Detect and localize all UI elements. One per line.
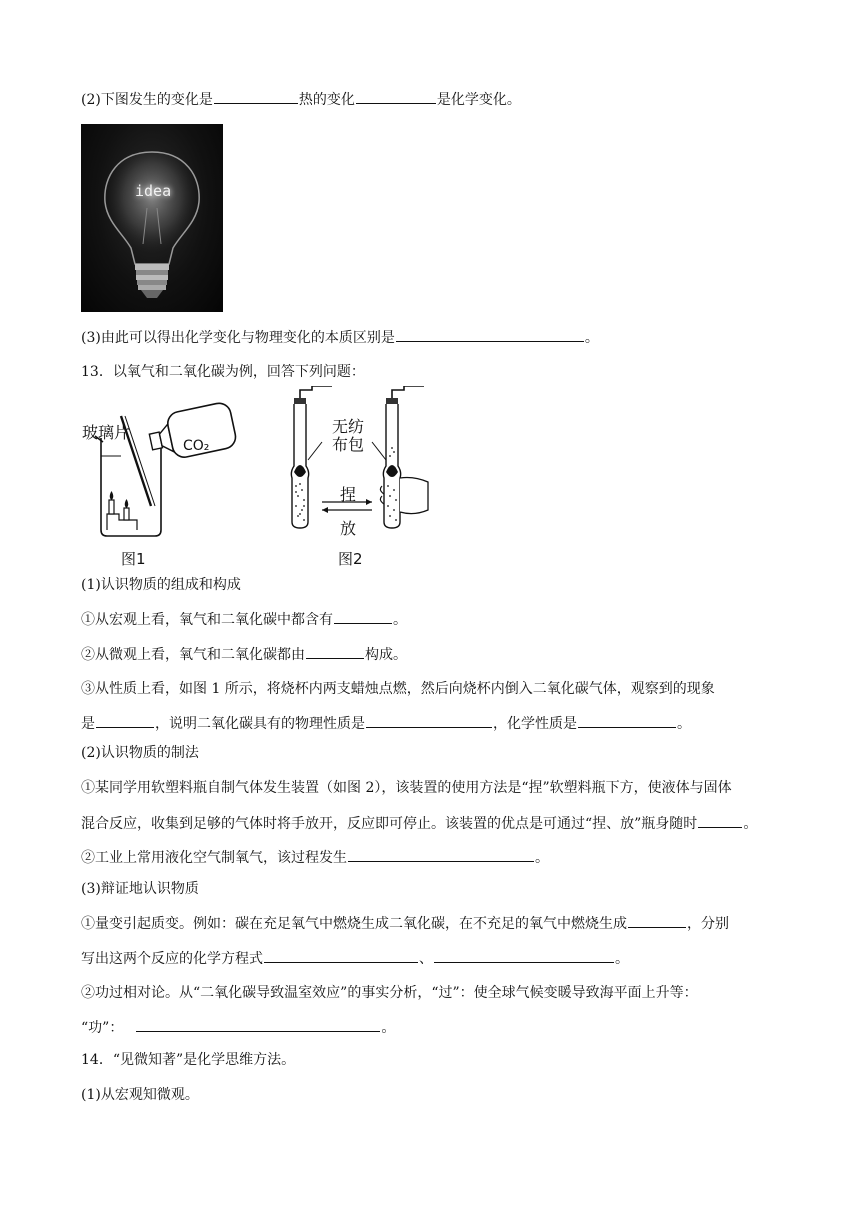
item-1a	[81, 609, 407, 630]
answer-blank[interactable]	[366, 713, 492, 728]
bulb-text: idea	[135, 182, 172, 200]
pinch-label: 捏	[340, 485, 357, 504]
figure-2	[282, 386, 442, 570]
text: 。	[381, 1020, 396, 1036]
text: (3)由此可以得出化学变化与物理变化的本质区别是	[81, 330, 395, 346]
answer-blank[interactable]	[698, 813, 742, 828]
item-3a-line1	[81, 913, 729, 934]
text: ，分别	[687, 916, 729, 932]
text: 。	[615, 951, 629, 967]
item-1b	[81, 644, 407, 665]
text: 。	[535, 850, 549, 866]
question-14-part-1: (1)从宏观知微观。	[81, 1087, 199, 1103]
text: 是	[81, 716, 95, 732]
text: ①量变引起质变。例如：碳在充足氧气中燃烧生成二氧化碳，在不充足的氧气中燃烧生成	[81, 916, 627, 932]
figure-1-caption: 图1	[121, 550, 146, 568]
section-2-heading: (2)认识物质的制法	[81, 745, 199, 761]
figure-2-caption: 图2	[338, 550, 363, 568]
item-2a-line1: ①某同学用软塑料瓶自制气体发生装置（如图 2），该装置的使用方法是“捏”软塑料瓶下方，使液体与固体	[81, 780, 732, 796]
answer-blank[interactable]	[578, 713, 676, 728]
text: ，说明二氧化碳具有的物理性质是	[155, 716, 365, 732]
item-2a-line2	[81, 813, 757, 834]
text: 热的变化	[298, 92, 355, 108]
section-3-heading: (3)辩证地认识物质	[81, 881, 199, 897]
section-1-heading: (1)认识物质的组成和构成	[81, 577, 241, 593]
text: 。	[743, 816, 758, 832]
co2-label: CO₂	[183, 438, 210, 454]
item-3b-line1: ②功过相对论。从“二氧化碳导致温室效应”的事实分析，“过”：使全球气候变暖导致海平面上升等：	[81, 985, 698, 1001]
text: 。	[393, 612, 407, 628]
glass-sheet-label: 玻璃片	[82, 423, 131, 442]
text: 写出这两个反应的化学方程式	[81, 951, 263, 967]
answer-blank[interactable]	[334, 609, 392, 624]
text: ②工业上常用液化空气制氧气，该过程发生	[81, 850, 347, 866]
bag-label-1: 无纺	[332, 417, 365, 436]
text: ，化学性质是	[493, 716, 577, 732]
question-13-heading: 13．以氧气和二氧化碳为例，回答下列问题：	[81, 364, 365, 380]
text: ①从宏观上看，氧气和二氧化碳中都含有	[81, 612, 333, 628]
answer-blank[interactable]	[356, 89, 436, 104]
item-2b	[81, 847, 549, 868]
text: “功”：	[81, 1020, 124, 1036]
text: 构成。	[365, 647, 407, 663]
figure-1	[81, 396, 241, 568]
item-1c-line2	[81, 713, 691, 734]
answer-blank[interactable]	[96, 713, 154, 728]
answer-blank[interactable]	[348, 847, 534, 862]
release-label: 放	[340, 519, 357, 538]
answer-blank[interactable]	[396, 327, 584, 342]
item-3b-line2	[81, 1017, 395, 1038]
answer-blank[interactable]	[306, 644, 364, 659]
item-1c-line1: ③从性质上看，如图 1 所示，将烧杯内两支蜡烛点燃，然后向烧杯内倒入二氧化碳气体，观察到的现象	[81, 681, 715, 697]
text: (2)下图发生的变化是	[81, 92, 213, 108]
answer-blank[interactable]	[136, 1017, 380, 1032]
question-3-line	[81, 327, 599, 348]
question-14-heading: 14．“见微知著”是化学思维方法。	[81, 1052, 296, 1068]
text: 、	[419, 951, 433, 967]
text: 。	[584, 330, 599, 346]
text: 。	[677, 716, 691, 732]
answer-blank[interactable]	[628, 913, 686, 928]
item-3a-line2	[81, 948, 629, 969]
text: 是化学变化。	[436, 92, 521, 108]
bag-label-2: 布包	[332, 435, 365, 454]
lightbulb-image	[81, 124, 223, 312]
question-2-line	[81, 89, 521, 110]
text: ②从微观上看，氧气和二氧化碳都由	[81, 647, 305, 663]
answer-blank[interactable]	[264, 948, 418, 963]
answer-blank[interactable]	[214, 89, 298, 104]
answer-blank[interactable]	[434, 948, 614, 963]
text: 混合反应，收集到足够的气体时将手放开，反应即可停止。该装置的优点是可通过“捏、放”瓶身随时	[81, 816, 698, 832]
